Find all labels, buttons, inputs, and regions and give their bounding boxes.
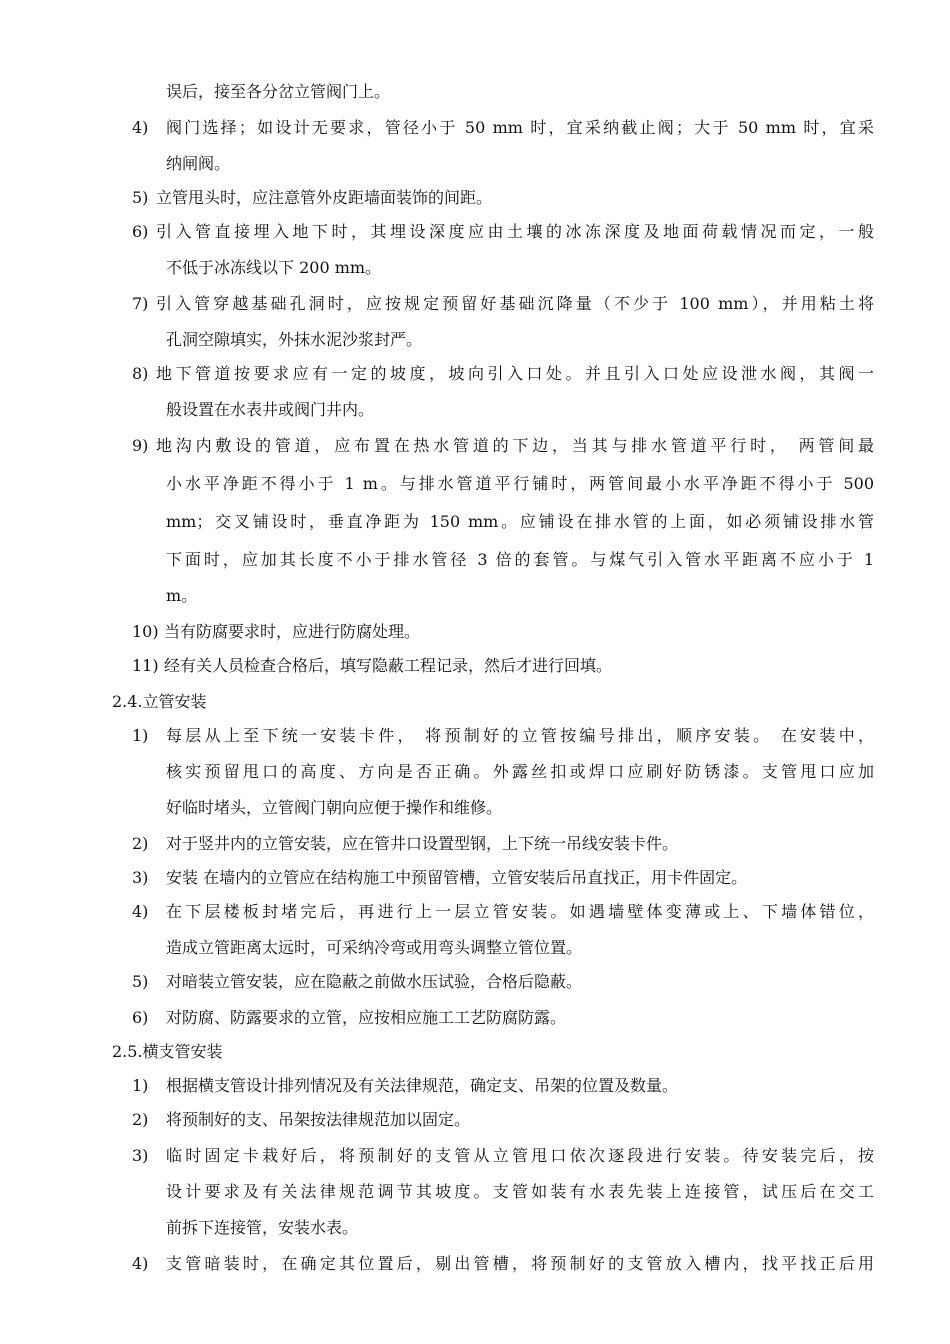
text-line: [0, 322, 950, 358]
item-number: 6): [132, 222, 149, 241]
item-number: 9): [132, 436, 149, 455]
item-number: 2): [132, 1110, 149, 1129]
paragraph-text: 般设置在水表井或阀门井内。: [166, 400, 375, 419]
list-item: [0, 1000, 950, 1036]
text-line: [0, 790, 950, 826]
paragraph-text: 根据横支管设计排列情况及有关法律规范，确定支、吊架的位置及数量。: [166, 1076, 679, 1095]
paragraph-text: 对于竖井内的立管安装，应在管井口设置型钢，上下统一吊线安装卡件。: [166, 834, 679, 853]
paragraph-text: 前拆下连接管，安装水表。: [166, 1218, 359, 1237]
text-line: [0, 1174, 950, 1210]
list-item: [0, 110, 950, 146]
paragraph-text: 引入管穿越基础孔洞时，应按规定预留好基础沉降量（不少于 100 mm），并用粘土将: [156, 294, 874, 313]
paragraph-text: 好临时堵头，立管阀门朝向应便于操作和维修。: [166, 798, 503, 817]
list-item: [0, 1068, 950, 1104]
paragraph-text: 安装 在墙内的立管应在结构施工中预留管槽，立管安装后吊直找正，用卡件固定。: [166, 868, 748, 887]
list-item: [0, 648, 950, 684]
item-number: 10): [132, 622, 159, 641]
item-number: 1): [132, 1076, 149, 1095]
section-heading: 2.5.横支管安装: [112, 1042, 223, 1061]
paragraph-text: 在下层楼板封堵完后，再进行上一层立管安装。如遇墙壁体变薄或上、下墙体错位，: [166, 902, 874, 921]
text-line: [0, 754, 950, 790]
item-number: 4): [132, 902, 149, 921]
text-line: [0, 392, 950, 428]
paragraph-text: 经有关人员检查合格后，填写隐蔽工程记录，然后才进行回填。: [164, 656, 613, 675]
list-item: [0, 428, 950, 464]
paragraph-text: 设计要求及有关法律规范调节其坡度。支管如装有水表先装上连接管，试压后在交工: [166, 1182, 874, 1201]
list-item: [0, 286, 950, 322]
paragraph-text: 下面时，应加其长度不小于排水管径 3 倍的套管。与煤气引入管水平距离不应小于 1: [166, 550, 874, 569]
text-line: [0, 74, 950, 110]
item-number: 11): [132, 656, 159, 675]
item-number: 2): [132, 834, 149, 853]
section-heading: 2.4.立管安装: [112, 692, 207, 711]
paragraph-text: mm；交叉铺设时，垂直净距为 150 mm。应铺设在排水管的上面，如必须铺设排水管: [166, 512, 874, 531]
paragraph-text: 地沟内敷设的管道，应布置在热水管道的下边，当其与排水管道平行时， 两管间最: [156, 436, 874, 455]
item-number: 3): [132, 868, 149, 887]
list-item: [0, 180, 950, 216]
paragraph-text: 立管甩头时，应注意管外皮距墙面装饰的间距。: [156, 188, 493, 207]
paragraph-text: 孔洞空隙填实，外抹水泥沙浆封严。: [166, 330, 423, 349]
text-line: [0, 466, 950, 502]
paragraph-text: 对防腐、防露要求的立管，应按相应施工工艺防腐防露。: [166, 1008, 567, 1027]
list-item: [0, 356, 950, 392]
item-number: 4): [132, 1254, 149, 1273]
list-item: [0, 894, 950, 930]
section-heading-line: [0, 1034, 950, 1070]
list-item: [0, 214, 950, 250]
paragraph-text: 地下管道按要求应有一定的坡度，坡向引入口处。并且引入口处应设泄水阀，其阀一: [156, 364, 874, 383]
text-line: [0, 930, 950, 966]
list-item: [0, 718, 950, 754]
paragraph-text: 小水平净距不得小于 1 m。与排水管道平行铺时，两管间最小水平净距不得小于 500: [166, 474, 874, 493]
item-number: 3): [132, 1146, 149, 1165]
text-line: [0, 578, 950, 614]
text-line: [0, 250, 950, 286]
paragraph-text: 不低于冰冻线以下 200 mm。: [166, 258, 382, 277]
text-line: [0, 146, 950, 182]
text-line: [0, 504, 950, 540]
list-item: [0, 1102, 950, 1138]
paragraph-text: 误后，接至各分岔立管阀门上。: [166, 82, 391, 101]
list-item: [0, 860, 950, 896]
paragraph-text: 纳闸阀。: [166, 154, 231, 173]
paragraph-text: 引入管直接埋入地下时，其埋设深度应由土壤的冰冻深度及地面荷载情况而定，一般: [156, 222, 874, 241]
item-number: 4): [132, 118, 149, 137]
item-number: 7): [132, 294, 149, 313]
list-item: [0, 964, 950, 1000]
section-heading-line: [0, 684, 950, 720]
list-item: [0, 1138, 950, 1174]
paragraph-text: 将预制好的支、吊架按法律规范加以固定。: [166, 1110, 471, 1129]
item-number: 6): [132, 1008, 149, 1027]
item-number: 5): [132, 972, 149, 991]
paragraph-text: 造成立管距离太远时，可采纳冷弯或用弯头调整立管位置。: [166, 938, 583, 957]
text-line: [0, 542, 950, 578]
paragraph-text: 每层从上至下统一安装卡件， 将预制好的立管按编号排出，顺序安装。 在安装中，: [166, 726, 874, 745]
paragraph-text: 临时固定卡栽好后，将预制好的支管从立管甩口依次逐段进行安装。待安装完后，按: [166, 1146, 874, 1165]
list-item: [0, 614, 950, 650]
paragraph-text: 阀门选择；如设计无要求，管径小于 50 mm 时，宜采纳截止阀；大于 50 mm 时，宜采: [166, 118, 874, 137]
paragraph-text: 当有防腐要求时，应进行防腐处理。: [164, 622, 421, 641]
paragraph-text: 支管暗装时，在确定其位置后，剔出管槽，将预制好的支管放入槽内，找平找正后用: [166, 1254, 874, 1273]
item-number: 5): [132, 188, 149, 207]
list-item: [0, 1246, 950, 1282]
paragraph-text: m。: [166, 586, 198, 605]
paragraph-text: 对暗装立管安装，应在隐蔽之前做水压试验，合格后隐蔽。: [166, 972, 583, 991]
item-number: 8): [132, 364, 149, 383]
paragraph-text: 核实预留甩口的高度、方向是否正确。外露丝扣或焊口应刷好防锈漆。支管甩口应加: [166, 762, 874, 781]
list-item: [0, 826, 950, 862]
text-line: [0, 1210, 950, 1246]
item-number: 1): [132, 726, 149, 745]
